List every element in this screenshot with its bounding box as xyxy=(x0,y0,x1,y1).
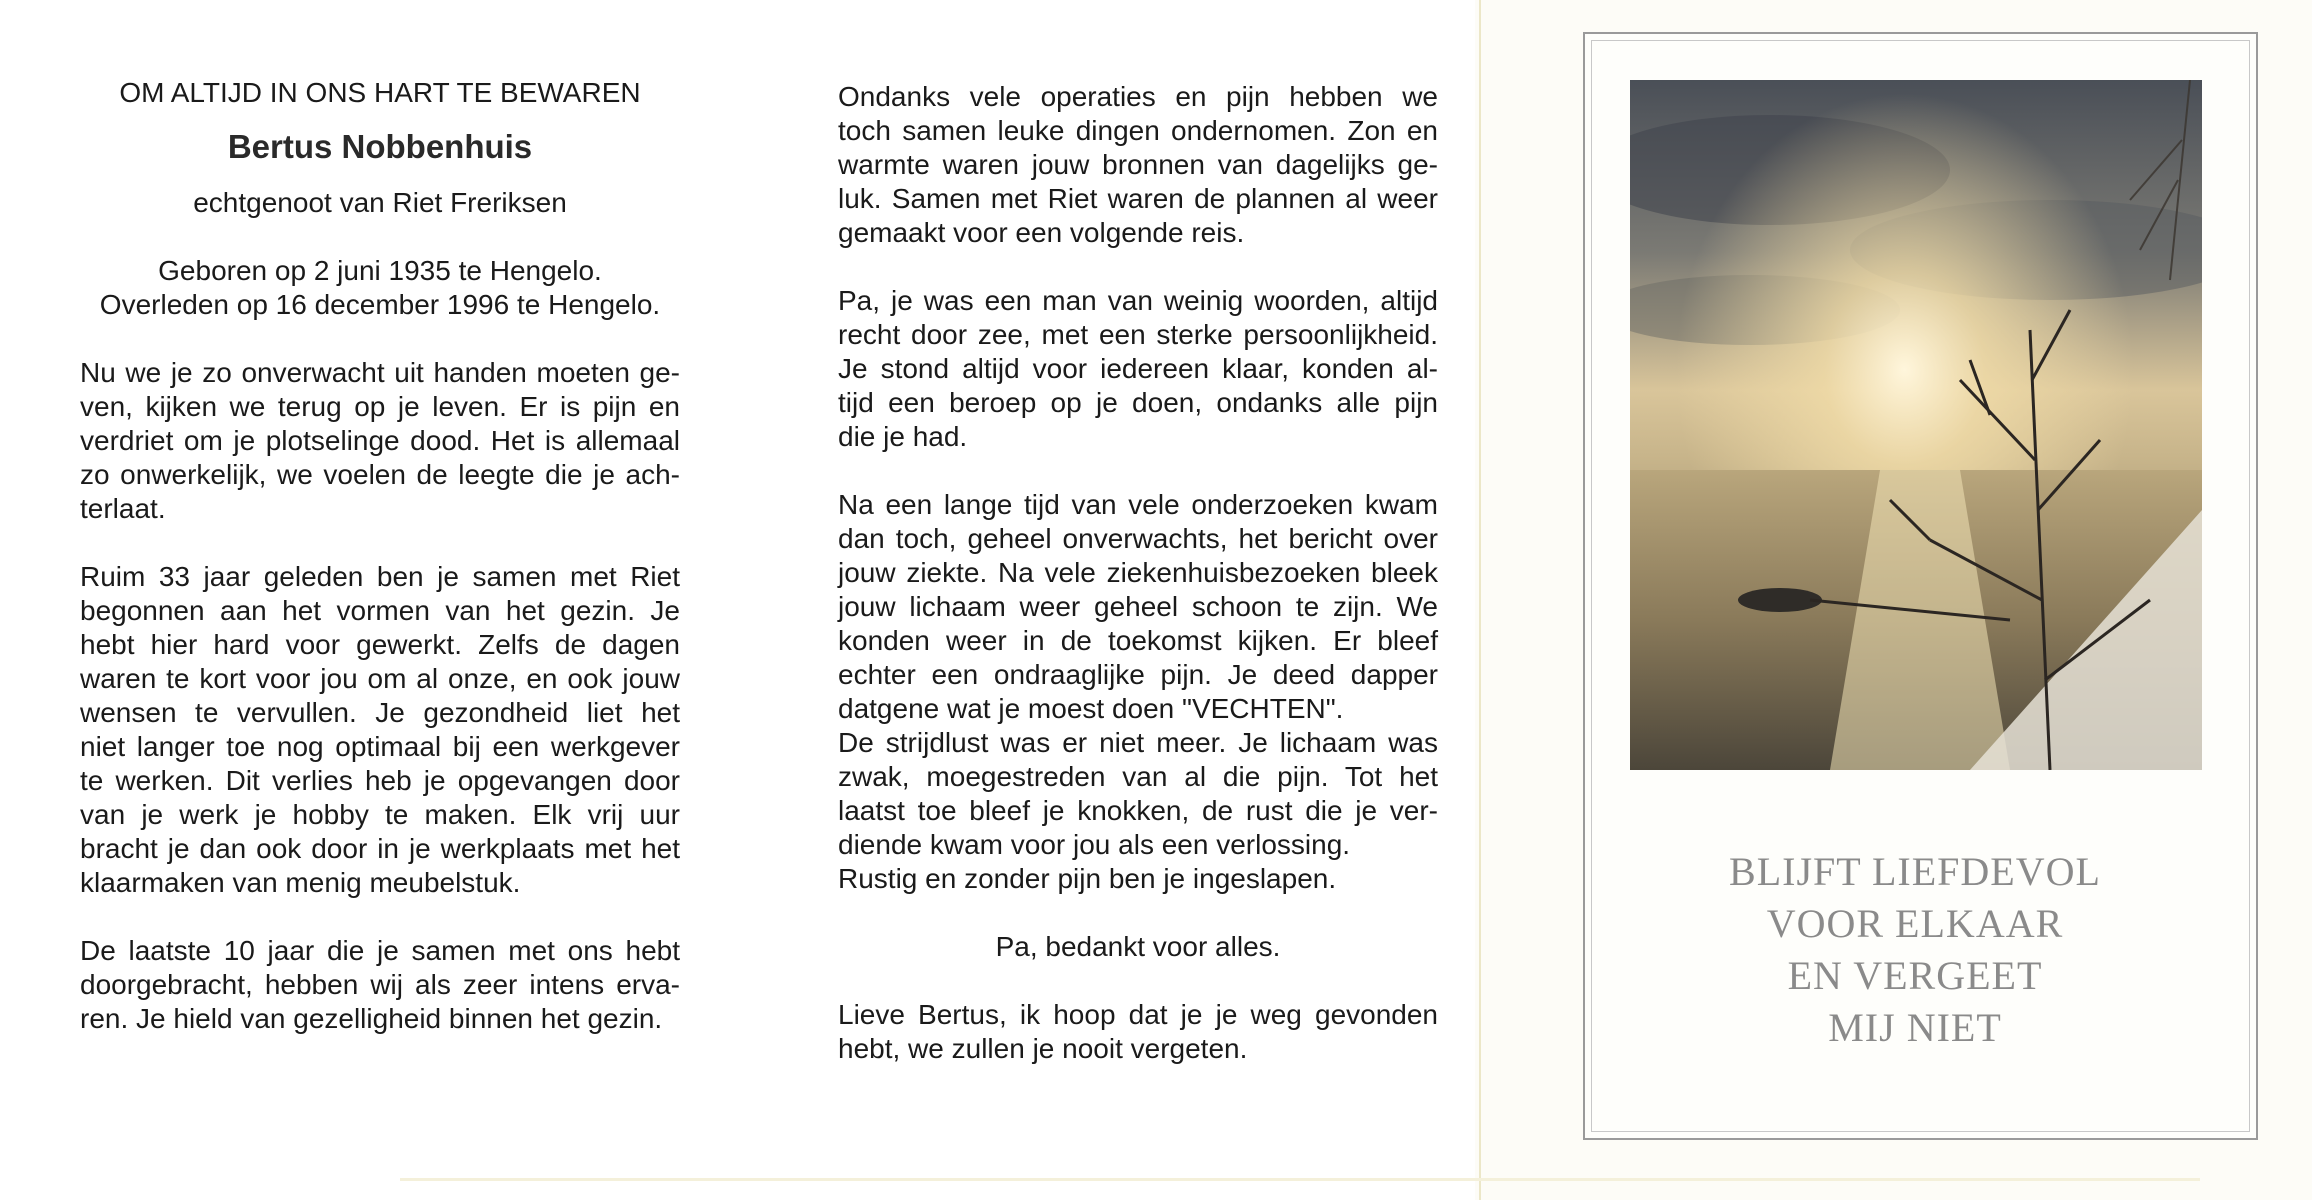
text-line: doorgebracht, hebben wij als zeer intens erva- xyxy=(80,969,680,1000)
paragraph xyxy=(80,560,680,900)
text-line: jouw ziekte. Na vele ziekenhuisbezoeken bleek xyxy=(838,557,1438,588)
middle-page xyxy=(755,0,1475,1200)
paragraph xyxy=(80,934,680,1036)
paragraph xyxy=(838,488,1438,896)
text-line: die je had. xyxy=(838,421,968,452)
text-line: zwak, moegestreden van al die pijn. Tot het xyxy=(838,761,1438,792)
text-line: hebt, we zullen je nooit vergeten. xyxy=(838,1033,1248,1064)
deceased-name: Bertus Nobbenhuis xyxy=(227,128,533,165)
text-line: waren te kort voor jou om al onze, en ook jouw xyxy=(80,663,680,694)
verse-line: VOOR ELKAAR xyxy=(1766,901,2064,946)
text-line: datgene wat je moest doen "VECHTEN". xyxy=(838,693,1344,724)
spouse-line: echtgenoot van Riet Freriksen xyxy=(193,187,567,218)
text-line: klaarmaken van menig meubelstuk. xyxy=(80,867,521,898)
text-line: De strijdlust was er niet meer. Je lichaam was xyxy=(838,727,1438,758)
text-line: bracht je dan ook door in je werkplaats met het xyxy=(80,833,680,864)
text-line: Je stond altijd voor iedereen klaar, konden al- xyxy=(838,353,1438,384)
text-line: toch samen leuke dingen ondernomen. Zon en xyxy=(838,115,1438,146)
middle-text-column xyxy=(838,80,1438,1100)
life-dates xyxy=(80,254,680,322)
text-line: van je werk je hobby te maken. Elk vrij uur xyxy=(80,799,680,830)
text-line: ven, kijken we terug op je leven. Er is pijn en xyxy=(80,391,680,422)
paragraph xyxy=(838,80,1438,250)
text-line: Pa, je was een man van weinig woorden, altijd xyxy=(838,285,1438,316)
text-line: Nu we je zo onverwacht uit handen moeten ge- xyxy=(80,357,680,388)
text-line: konden weer in de toekomst kijken. Er bleef xyxy=(838,625,1438,656)
text-line: hebt hier hard voor gewerkt. Zelfs de dagen xyxy=(80,629,680,660)
text-line: diende kwam voor jou als een verlossing. xyxy=(838,829,1351,860)
verse-line: BLIJFT LIEFDEVOL xyxy=(1729,849,2101,894)
verse-line: MIJ NIET xyxy=(1828,1005,2002,1050)
death-line: Overleden op 16 december 1996 te Hengelo. xyxy=(99,289,661,320)
boat xyxy=(1738,588,1822,612)
text-line: gemaakt voor een volgende reis. xyxy=(838,217,1245,248)
text-line: te werken. Dit verlies heb je opgevangen door xyxy=(80,765,680,796)
text-line: verdriet om je plotselinge dood. Het is allemaal xyxy=(80,425,680,456)
text-line: zo onwerkelijk, we voelen de leegte die je ach- xyxy=(80,459,680,490)
sunset-lake-photo xyxy=(1630,80,2202,770)
paragraph xyxy=(838,284,1438,454)
left-page xyxy=(0,0,755,1200)
text-line: Na een lange tijd van vele onderzoeken kwam xyxy=(838,489,1438,520)
text-line: terlaat. xyxy=(80,493,166,524)
birth-line: Geboren op 2 juni 1935 te Hengelo. xyxy=(158,255,602,286)
text-line: De laatste 10 jaar die je samen met ons hebt xyxy=(80,935,680,966)
card-edge xyxy=(1479,0,1481,1200)
text-line: Rustig en zonder pijn ben je ingeslapen. xyxy=(838,863,1337,894)
text-line: tijd een beroep op je doen, ondanks alle pijn xyxy=(838,387,1438,418)
text-line: warmte waren jouw bronnen van dagelijks ge- xyxy=(838,149,1438,180)
left-text-column xyxy=(80,76,680,1070)
text-line: echter een ondraaglijke pijn. Je deed dapper xyxy=(838,659,1438,690)
memorial-heading: OM ALTIJD IN ONS HART TE BEWAREN xyxy=(119,77,641,108)
text-line: dan toch, geheel onverwachts, het bericht over xyxy=(838,523,1438,554)
text-line: luk. Samen met Riet waren de plannen al weer xyxy=(838,183,1438,214)
verse-text xyxy=(1585,846,2245,1054)
text-line: jouw lichaam weer geheel schoon te zijn. We xyxy=(838,591,1438,622)
page-edge xyxy=(400,1178,2200,1181)
text-line: niet langer toe nog optimaal bij een werkgever xyxy=(80,731,680,762)
card-front xyxy=(1475,0,2312,1200)
text-line: recht door zee, met een sterke persoonlijkheid. xyxy=(838,319,1438,350)
thanks-line: Pa, bedankt voor alles. xyxy=(995,931,1281,962)
verse-line: EN VERGEET xyxy=(1787,953,2043,998)
text-line: ren. Je hield van gezelligheid binnen het gezin. xyxy=(80,1003,663,1034)
text-line: Ruim 33 jaar geleden ben je samen met Riet xyxy=(80,561,680,592)
text-line: laatst toe bleef je knokken, de rust die je ver- xyxy=(838,795,1438,826)
text-line: wensen te vervullen. Je gezondheid liet het xyxy=(80,697,680,728)
closing-paragraph xyxy=(838,998,1438,1066)
text-line: Lieve Bertus, ik hoop dat je je weg gevonden xyxy=(838,999,1438,1030)
text-line: Ondanks vele operaties en pijn hebben we xyxy=(838,81,1438,112)
paragraph xyxy=(80,356,680,526)
text-line: begonnen aan het vormen van het gezin. Je xyxy=(80,595,680,626)
